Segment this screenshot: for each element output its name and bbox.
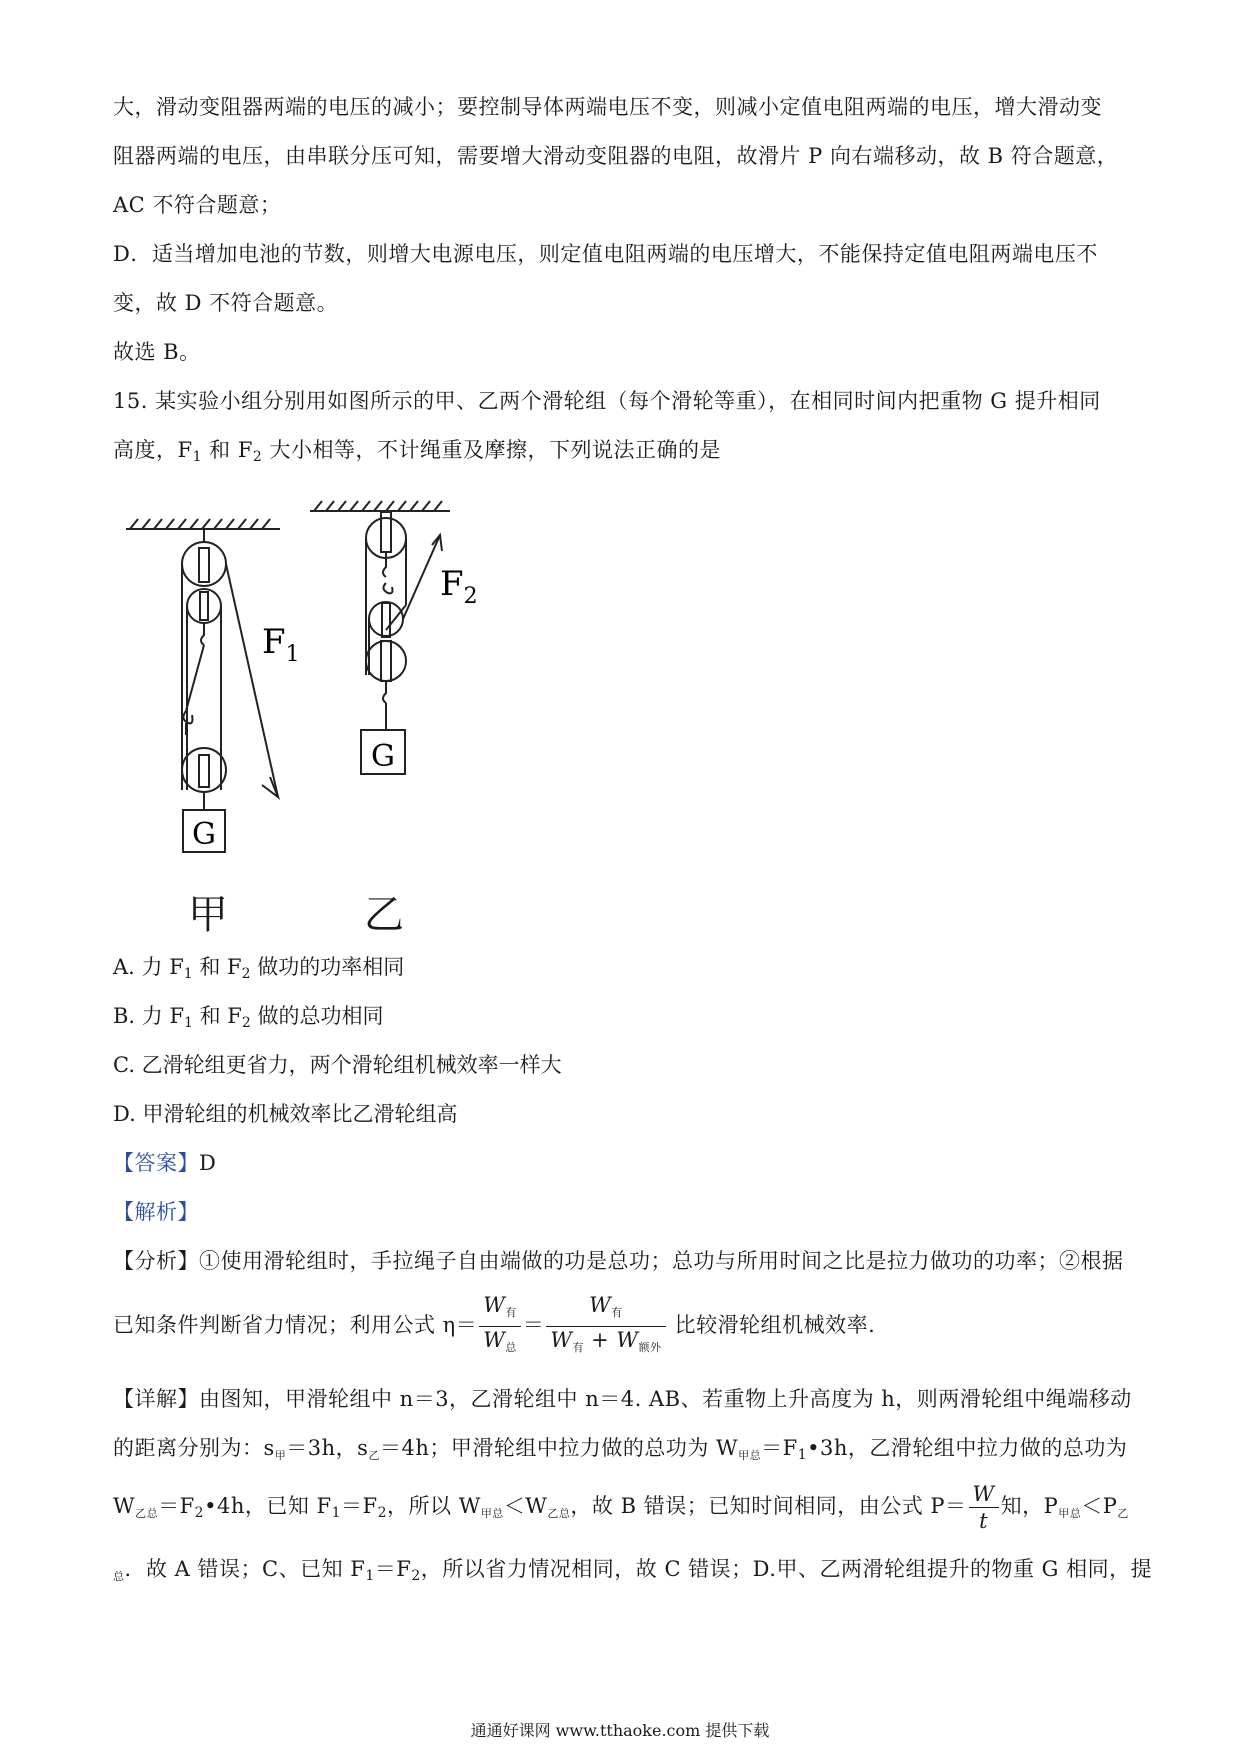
answer-value: D — [199, 1151, 217, 1175]
yi-caption: 乙 — [364, 892, 404, 938]
efficiency-fraction-2: $\frac{\text{W有}}{\text{W有 + W额外}}$ — [546, 1292, 665, 1361]
fenxi-line-2: 已知条件判断省力情况；利用公式 η＝ $\frac{\text{W有}}{\text{W总}}$ ＝ $\frac{\text{W有}}{\text{W有 + W额外}}$ 比较滑轮组机械效率. — [113, 1292, 875, 1361]
jia-movable-pulley — [182, 645, 278, 810]
option-b: B. 力 $F_1$ 和 $F_2$ 做的总功相同 — [113, 1004, 384, 1031]
option-a: A. 力 $F_1$ 和 $F_2$ 做功的功率相同 — [113, 955, 405, 982]
weight-label-left: G — [192, 817, 216, 852]
prev-line-4: D．适当增加电池的节数，则增大电源电压，则定值电阻两端的电压增大，不能保持定值电阻两端电压不 — [113, 242, 1098, 266]
weight-label-right: G — [371, 739, 395, 774]
prev-line-6: 故选 B。 — [113, 340, 201, 364]
f1-label: $F_1$ — [262, 622, 300, 667]
detail-line-3: W乙总$=F_2•4h$，已知 $F_1=F_2$，所以 W甲总＜W乙总，故 B 错误；已知时间相同，由公式 P＝ $\frac{W}{t}$ 知，P甲总＜P乙 — [113, 1482, 1129, 1533]
detail-line-2: 的距离分别为：s甲＝3h，s乙＝4h；甲滑轮组中拉力做的总功为 W甲总$=F_1•3h$，乙滑轮组中拉力做的总功为 — [113, 1436, 1128, 1463]
fenxi-line-1: 【分析】①使用滑轮组时，手拉绳子自由端做的功是总功；总功与所用时间之比是拉力做功的功率；②根据 — [113, 1249, 1124, 1273]
ceiling-right — [310, 501, 450, 511]
question-line-1: 15. 某实验小组分别用如图所示的甲、乙两个滑轮组（每个滑轮等重），在相同时间内把重物 G 提升相同 — [113, 389, 1101, 413]
question-line-2: 高度，$F_1$ 和 $F_2$ 大小相等，不计绳重及摩擦，下列说法正确的是 — [113, 438, 722, 465]
prev-line-1: 大，滑动变阻器两端的电压的减小；要控制导体两端电压不变，则减小定值电阻两端的电压，增大滑动变 — [113, 95, 1102, 119]
detail-line-1: 【详解】由图知，甲滑轮组中 n＝3，乙滑轮组中 n＝4. AB、若重物上升高度为 h，则两滑轮组中绳端移动 — [113, 1387, 1132, 1411]
jia-caption: 甲 — [188, 892, 228, 938]
analysis-tag: 【解析】 — [113, 1200, 199, 1224]
answer-tag: 【答案】 — [113, 1151, 199, 1175]
ceiling-left — [126, 519, 280, 529]
prev-line-2: 阻器两端的电压，由串联分压可知，需要增大滑动变阻器的电阻，故滑片 P 向右端移动，故 B 符合题意， — [113, 144, 1119, 168]
prev-line-3: AC 不符合题意； — [113, 193, 282, 217]
detail-line-4: 总．故 A 错误；C、已知 $F_1=F_2$，所以省力情况相同，故 C 错误；D.甲、乙两滑轮组提升的物重 G 相同，提 — [113, 1557, 1153, 1584]
power-fraction: $\frac{W}{t}$ — [969, 1481, 999, 1534]
pulley-figure — [120, 495, 560, 945]
option-d: D. 甲滑轮组的机械效率比乙滑轮组高 — [113, 1102, 458, 1126]
prev-line-5: 变，故 D 不符合题意。 — [113, 291, 339, 315]
page-footer: 通通好课网 www.tthaoke.com 提供下载 — [470, 1721, 770, 1740]
option-c: C. 乙滑轮组更省力，两个滑轮组机械效率一样大 — [113, 1053, 562, 1077]
efficiency-fraction-1: $\frac{\text{W有}}{\text{W总}}$ — [479, 1292, 521, 1361]
jia-fixed-pulleys — [182, 529, 278, 797]
yi-fixed-pulley — [366, 512, 406, 675]
f2-label: $F_2$ — [440, 564, 478, 609]
yi-movable-pulleys — [366, 535, 442, 730]
answer-line — [113, 1148, 216, 1178]
